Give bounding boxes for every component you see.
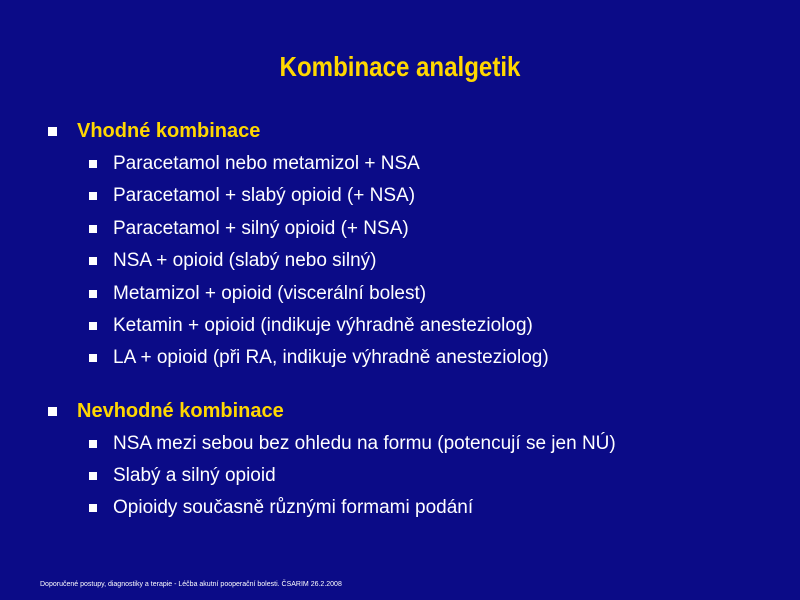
square-bullet-icon <box>48 127 57 136</box>
square-bullet-icon <box>89 257 97 265</box>
list-item <box>89 461 276 491</box>
section-heading-vhodne <box>48 117 260 145</box>
list-item <box>89 149 420 179</box>
list-item-label: Paracetamol nebo metamizol + NSA <box>113 153 420 174</box>
list-item-label: Ketamin + opioid (indikuje výhradně anesteziolog) <box>113 315 533 336</box>
list-item <box>89 343 549 373</box>
square-bullet-icon <box>89 290 97 298</box>
square-bullet-icon <box>89 354 97 362</box>
list-item-label: Metamizol + opioid (viscerální bolest) <box>113 283 427 304</box>
list-item <box>89 279 426 309</box>
square-bullet-icon <box>89 160 97 168</box>
square-bullet-icon <box>48 407 57 416</box>
list-item <box>89 493 473 523</box>
list-item <box>89 214 409 244</box>
list-item-label: Paracetamol + slabý opioid (+ NSA) <box>113 185 416 206</box>
list-item <box>89 181 415 211</box>
list-item-label: Paracetamol + silný opioid (+ NSA) <box>113 218 409 239</box>
list-item-label: Opioidy současně různými formami podání <box>113 497 474 518</box>
list-item-label: NSA mezi sebou bez ohledu na formu (potencují se jen NÚ) <box>113 433 616 454</box>
section-heading-label: Vhodné kombinace <box>77 120 261 142</box>
square-bullet-icon <box>89 192 97 200</box>
slide-footer: Doporučené postupy, diagnostiky a terapie - Léčba akutní pooperační bolesti. ČSARIM 26.2.2008 <box>40 581 342 588</box>
list-item <box>89 429 616 459</box>
square-bullet-icon <box>89 440 97 448</box>
list-item <box>89 311 533 341</box>
section-heading-nevhodne <box>48 397 284 425</box>
square-bullet-icon <box>89 225 97 233</box>
section-heading-label: Nevhodné kombinace <box>77 400 284 422</box>
slide-title: Kombinace analgetik <box>279 51 521 82</box>
list-item <box>89 246 377 276</box>
list-item-label: LA + opioid (při RA, indikuje výhradně anesteziolog) <box>113 347 549 368</box>
list-item-label: NSA + opioid (slabý nebo silný) <box>113 250 377 271</box>
square-bullet-icon <box>89 472 97 480</box>
square-bullet-icon <box>89 504 97 512</box>
list-item-label: Slabý a silný opioid <box>113 465 276 486</box>
square-bullet-icon <box>89 322 97 330</box>
